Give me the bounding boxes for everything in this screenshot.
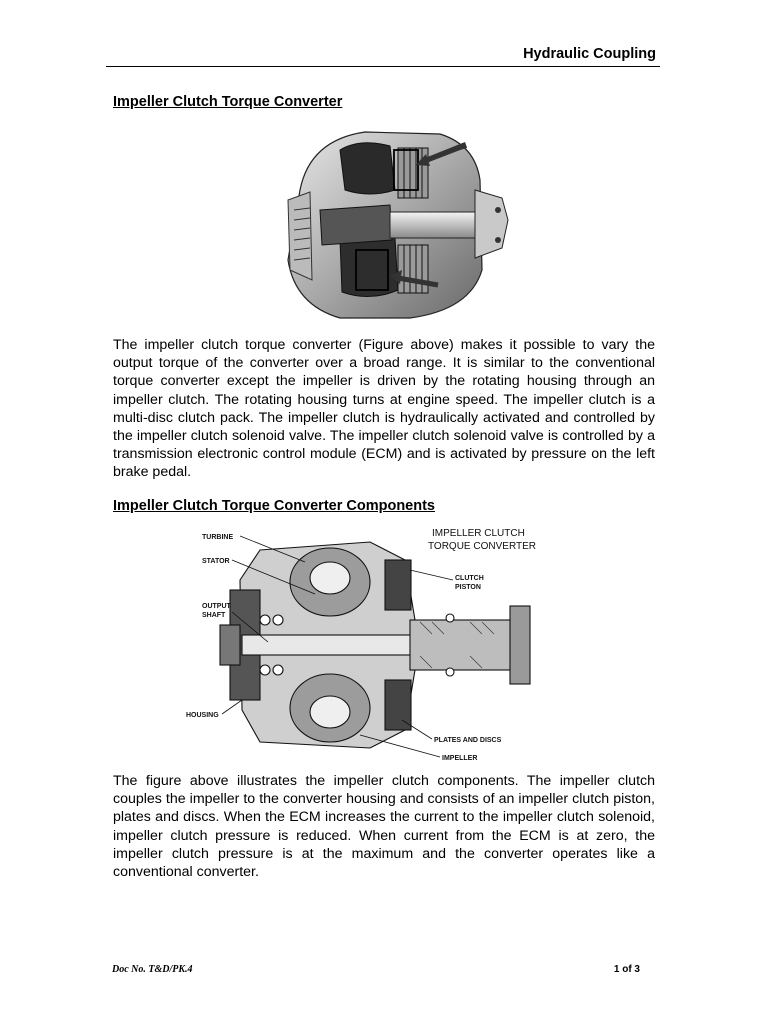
label-plates-and-discs: PLATES AND DISCS bbox=[434, 737, 502, 744]
label-stator: STATOR bbox=[202, 558, 230, 565]
footer-doc-number: Doc No. T&D/PK.4 bbox=[112, 964, 193, 975]
label-clutch-piston-line1: CLUTCH bbox=[455, 575, 484, 582]
torque-converter-components-diagram bbox=[180, 520, 550, 768]
label-impeller: IMPELLER bbox=[442, 755, 478, 762]
label-output-shaft-line1: OUTPUT bbox=[202, 603, 231, 610]
section-heading-components: Impeller Clutch Torque Converter Components bbox=[113, 498, 435, 514]
header-rule bbox=[106, 66, 660, 67]
label-housing: HOUSING bbox=[186, 712, 219, 719]
header-title: Hydraulic Coupling bbox=[523, 46, 656, 62]
section1-paragraph: The impeller clutch torque converter (Figure above) makes it possible to vary the output torque of the converter over a broad range. It is similar to the conventional torque converter except the impeller is driven by the rotating housing through an impeller clutch. The rotating housing turns at engine speed. The impeller clutch is a multi-disc clutch pack. The impeller clutch is hydraulically activated and controlled by the impeller clutch solenoid valve. The impeller clutch solenoid valve is controlled by a transmission electronic control module (ECM) and is activated by pressure on the left brake pedal. bbox=[113, 337, 655, 481]
diagram-title-line1: IMPELLER CLUTCH bbox=[432, 528, 525, 539]
section-heading-impeller-clutch: Impeller Clutch Torque Converter bbox=[113, 94, 343, 110]
label-clutch-piston-line2: PISTON bbox=[455, 584, 481, 591]
label-turbine: TURBINE bbox=[202, 534, 234, 541]
label-output-shaft-line2: SHAFT bbox=[202, 612, 226, 619]
section2-paragraph: The figure above illustrates the impeller clutch components. The impeller clutch couples the impeller to the converter housing and consists of an impeller clutch piston, plates and discs. When the ECM increases the current to the impeller clutch solenoid, impeller clutch pressure is reduced. When current from the ECM is at zero, the impeller clutch pressure is at the maximum and the converter operates like a conventional converter. bbox=[113, 773, 655, 881]
footer-page-number: 1 of 3 bbox=[613, 964, 640, 975]
diagram-title-line2: TORQUE CONVERTER bbox=[428, 541, 536, 552]
torque-converter-cutaway-figure bbox=[270, 120, 530, 325]
